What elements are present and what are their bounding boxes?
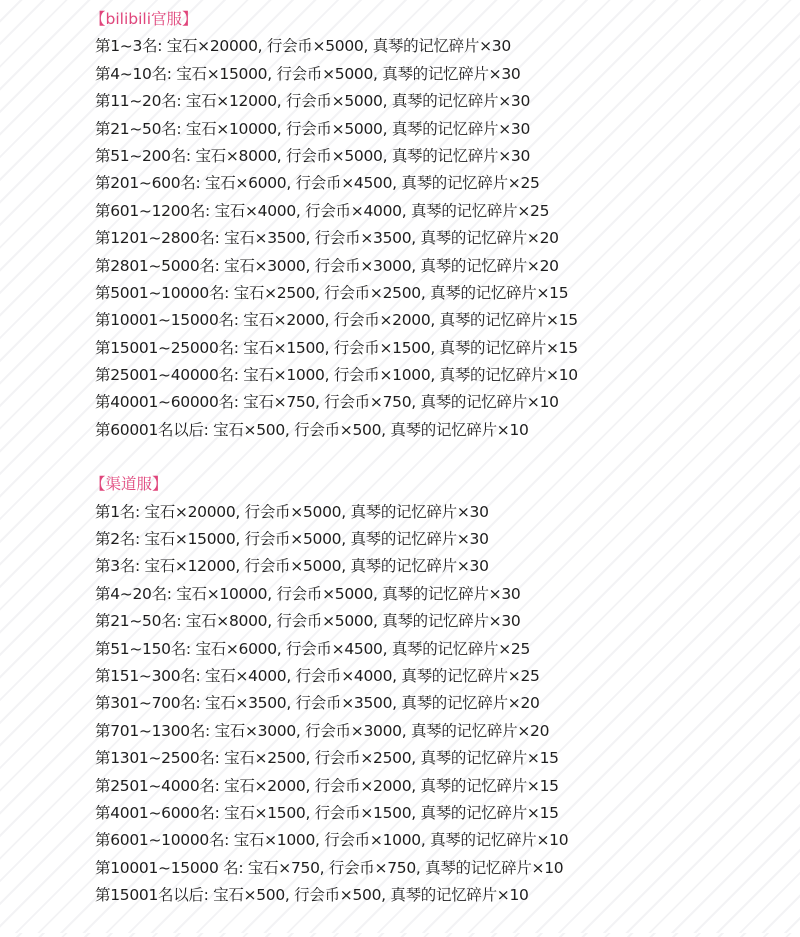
reward-tier-line: 第1名: 宝石×20000, 行会币×5000, 真琴的记忆碎片×30: [95, 502, 489, 521]
reward-tier-line: 第1301~2500名: 宝石×2500, 行会币×2500, 真琴的记忆碎片×15: [95, 749, 559, 768]
reward-tier-line: 第6001~10000名: 宝石×1000, 行会币×1000, 真琴的记忆碎片×10: [95, 831, 569, 850]
reward-tier-line: 第3名: 宝石×12000, 行会币×5000, 真琴的记忆碎片×30: [95, 557, 489, 576]
reward-tier-line: 第601~1200名: 宝石×4000, 行会币×4000, 真琴的记忆碎片×25: [95, 201, 550, 220]
reward-tier-line: 第15001名以后: 宝石×500, 行会币×500, 真琴的记忆碎片×10: [95, 886, 529, 905]
reward-tier-line: 第1~3名: 宝石×20000, 行会币×5000, 真琴的记忆碎片×30: [95, 37, 511, 56]
reward-tier-line: 第10001~15000名: 宝石×2000, 行会币×2000, 真琴的记忆碎片×15: [95, 311, 578, 330]
reward-tier-line: 第701~1300名: 宝石×3000, 行会币×3000, 真琴的记忆碎片×20: [95, 721, 550, 740]
reward-tier-line: 第25001~40000名: 宝石×1000, 行会币×1000, 真琴的记忆碎片×10: [95, 366, 578, 385]
reward-document: [90, 6, 578, 937]
reward-tier-line: 第2801~5000名: 宝石×3000, 行会币×3000, 真琴的记忆碎片×20: [95, 256, 559, 275]
reward-tier-line: 第4001~6000名: 宝石×1500, 行会币×1500, 真琴的记忆碎片×15: [95, 803, 559, 822]
section-title: 【bilibili官服】: [90, 10, 198, 28]
section-channel-server: [90, 471, 578, 909]
reward-tier-line: 第11~20名: 宝石×12000, 行会币×5000, 真琴的记忆碎片×30: [95, 92, 531, 111]
reward-tier-line: 第60001名以后: 宝石×500, 行会币×500, 真琴的记忆碎片×10: [95, 420, 529, 439]
reward-tier-line: 第51~200名: 宝石×8000, 行会币×5000, 真琴的记忆碎片×30: [95, 146, 531, 165]
reward-tier-line: 第2501~4000名: 宝石×2000, 行会币×2000, 真琴的记忆碎片×15: [95, 776, 559, 795]
reward-tier-line: 第21~50名: 宝石×8000, 行会币×5000, 真琴的记忆碎片×30: [95, 612, 521, 631]
reward-tier-line: 第21~50名: 宝石×10000, 行会币×5000, 真琴的记忆碎片×30: [95, 119, 531, 138]
reward-tier-line: 第201~600名: 宝石×6000, 行会币×4500, 真琴的记忆碎片×25: [95, 174, 540, 193]
reward-tier-line: 第10001~15000 名: 宝石×750, 行会币×750, 真琴的记忆碎片×10: [95, 858, 564, 877]
reward-tier-line: 第5001~10000名: 宝石×2500, 行会币×2500, 真琴的记忆碎片×15: [95, 283, 569, 302]
section-bilibili-server: [90, 6, 578, 444]
reward-tier-line: 第40001~60000名: 宝石×750, 行会币×750, 真琴的记忆碎片×10: [95, 393, 559, 412]
reward-tier-line: 第301~700名: 宝石×3500, 行会币×3500, 真琴的记忆碎片×20: [95, 694, 540, 713]
reward-tier-line: 第4~20名: 宝石×10000, 行会币×5000, 真琴的记忆碎片×30: [95, 584, 521, 603]
reward-tier-line: 第151~300名: 宝石×4000, 行会币×4000, 真琴的记忆碎片×25: [95, 666, 540, 685]
section-title: 【渠道服】: [90, 475, 168, 494]
reward-tier-line: 第15001~25000名: 宝石×1500, 行会币×1500, 真琴的记忆碎片×15: [95, 338, 578, 357]
reward-tier-line: 第4~10名: 宝石×15000, 行会币×5000, 真琴的记忆碎片×30: [95, 64, 521, 83]
reward-tier-line: 第2名: 宝石×15000, 行会币×5000, 真琴的记忆碎片×30: [95, 530, 489, 549]
reward-tier-line: 第1201~2800名: 宝石×3500, 行会币×3500, 真琴的记忆碎片×20: [95, 229, 559, 248]
reward-tier-line: 第51~150名: 宝石×6000, 行会币×4500, 真琴的记忆碎片×25: [95, 639, 531, 658]
